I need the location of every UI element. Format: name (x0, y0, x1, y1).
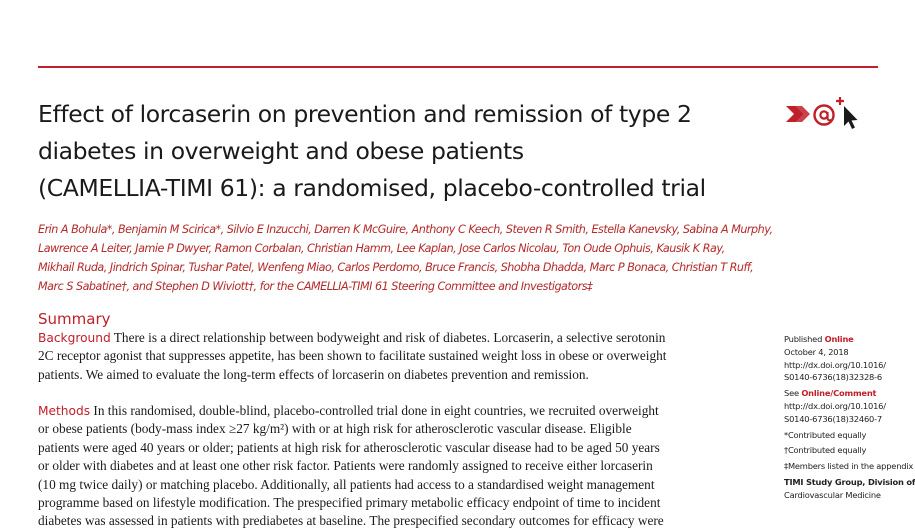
published-date: October 4, 2018 (784, 346, 849, 357)
update-cursor-icon (836, 97, 858, 129)
see-line (784, 387, 878, 400)
doi-link-1[interactable]: http://dx.doi.org/10.1016/ (784, 359, 886, 370)
methods-text: In this randomised, double-blind, placebo-controlled trial done in eight countries, we recruited overweight (90, 403, 659, 418)
author-line: Lawrence A Leiter, Jamie P Dwyer, Ramon Corbalan, Christian Hamm, Lee Kaplan, Jose Carlos Nicolau, Ton Oude Ophuis, Kausik K Ray, (38, 242, 725, 255)
article-sidebar (784, 333, 915, 502)
affiliation-line: TIMI Study Group, Division of (784, 476, 915, 487)
footnote-contributed-2: †Contributed equally (784, 445, 867, 456)
doi-link-2-cont[interactable]: S0140-6736(18)32460-7 (784, 413, 882, 424)
doi-link-2[interactable]: http://dx.doi.org/10.1016/ (784, 400, 886, 411)
author-line: Erin A Bohula*, Benjamin M Scirica*, Silvio E Inzucchi, Darren K McGuire, Anthony C Keech, Steven R Smith, Estella Kanevsky, Sabina A Murphy, (38, 223, 773, 236)
background-paragraph (38, 329, 773, 384)
comment-link[interactable]: Online/Comment (801, 388, 877, 399)
title-line: (CAMELLIA-TIMI 61): a randomised, placebo-controlled trial (38, 174, 706, 202)
author-list (38, 220, 778, 296)
background-label: Background (38, 331, 111, 345)
published-online-link[interactable]: Online (824, 334, 854, 344)
author-line: Mikhail Ruda, Jindrich Spinar, Tushar Patel, Wenfeng Miao, Carlos Perdomo, Bruce Francis, Shobha Dhadda, Marc P Bonaca, Christian T Ruff, (38, 261, 754, 274)
article-title (38, 96, 778, 207)
see-prefix: See (784, 388, 802, 399)
background-text: There is a direct relationship between bodyweight and risk of diabetes. Lorcaserin, a selective serotonin (110, 330, 666, 345)
published-prefix: Published (784, 334, 825, 344)
crossmark-badge[interactable] (784, 96, 878, 132)
paragraph-line: programme based on lifestyle modification. The prespecified primary metabolic efficacy endpoint of time to incident (38, 495, 661, 511)
paragraph-line: patients were aged 40 years or older; patients at high risk for atherosclerotic vascular disease had to be aged 50 years (38, 439, 660, 455)
author-line: Marc S Sabatine†, and Stephen D Wiviott†, for the CAMELLIA-TIMI 61 Steering Committee and Investigators‡ (38, 280, 593, 293)
methods-label: Methods (38, 404, 91, 418)
paragraph-line: 2C receptor agonist that suppresses appetite, has been shown to facilitate sustained weight loss in obese or overweight (38, 348, 667, 364)
paragraph-line: diabetes was assessed in patients with prediabetes at baseline. The prespecified secondary outcomes for efficacy were (38, 513, 664, 529)
paragraph-line (38, 402, 773, 420)
top-rule (38, 66, 878, 68)
doi-link-1-cont[interactable]: S0140-6736(18)32328-6 (784, 372, 882, 383)
footnote-members: ‡Members listed in the appendix (784, 461, 914, 472)
paragraph-line (38, 329, 773, 347)
paragraph-line: (10 mg twice daily) or matching placebo. Additionally, all patients had access to a standardised weight management (38, 476, 655, 492)
footnote-contributed-1: *Contributed equally (784, 429, 867, 440)
affiliation-line: Cardiovascular Medicine (784, 489, 881, 500)
paragraph-line: or older with diabetes and at least one other risk factor. Patients were randomly assigned to receive either lorcaserin (38, 458, 653, 474)
paragraph-line: or obese patients (body-mass index ≥27 kg/m²) with or at high risk for atherosclerotic vascular disease. Eligible (38, 421, 632, 437)
title-line: Effect of lorcaserin on prevention and remission of type 2 (38, 100, 692, 128)
crossmark-arrow-icon (786, 106, 810, 122)
summary-heading: Summary (38, 310, 111, 328)
published-line (784, 333, 878, 346)
methods-paragraph (38, 402, 773, 531)
paragraph-line: patients. We aimed to evaluate the long-term effects of lorcaserin on diabetes prevention and remission. (38, 366, 589, 382)
online-at-icon (815, 106, 834, 125)
title-line: diabetes in overweight and obese patients (38, 137, 524, 165)
